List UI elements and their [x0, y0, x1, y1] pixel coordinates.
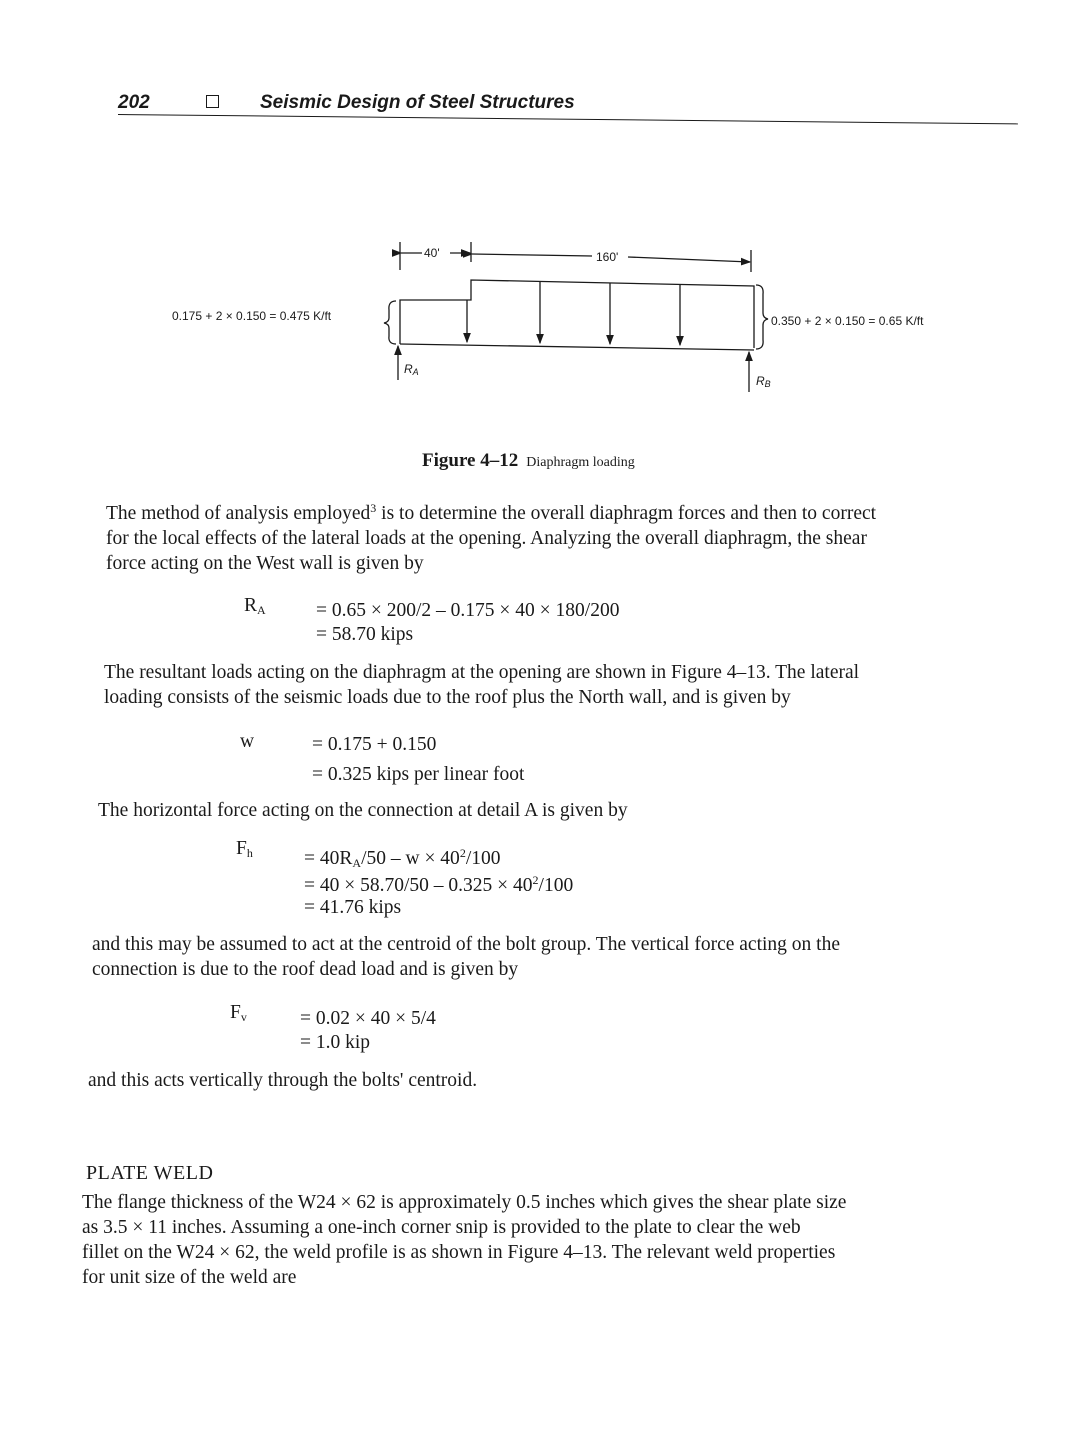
left-load-block [400, 280, 754, 348]
eq-fh-line3: = 41.76 kips [304, 897, 402, 918]
eq-fv-symbol: $F_v$ [230, 1002, 247, 1024]
eq-fv-line1: = 0.02 × 40 × 5/4 [300, 1008, 436, 1029]
load-label-left: 0.175 + 2 × 0.150 = 0.475 K/ft [172, 309, 332, 323]
figure-caption-text: Diaphragm loading [526, 455, 635, 470]
paragraph-vertical-force: and this may be assumed to act at the centroid of the bolt group. The vertical force acting on the connection is due to the roof dead load and is given by [92, 934, 840, 980]
reaction-label-a: $R_A$ [404, 362, 419, 377]
load-label-right: 0.350 + 2 × 0.150 = 0.65 K/ft [771, 314, 924, 328]
paragraph-horizontal-force: The horizontal force acting on the connection at detail A is given by [98, 800, 628, 821]
paragraph-resultant-loads: The resultant loads acting on the diaphragm at the opening are shown in Figure 4–13. The lateral loading consists of the seismic loads due to the roof plus the North wall, and is given by [104, 662, 860, 708]
figure-caption [422, 450, 635, 472]
paragraph-bolts-centroid: and this acts vertically through the bolts' centroid. [88, 1070, 478, 1091]
eq-w-line1: = 0.175 + 0.150 [312, 734, 437, 755]
reaction-label-b: $R_B$ [756, 374, 771, 389]
section-heading: PLATE WELD [86, 1162, 214, 1184]
page-number: 202 [118, 92, 150, 113]
eq-fh-symbol: $F_h$ [236, 838, 253, 860]
dim-label-160: 160' [596, 250, 619, 264]
eq-w-symbol: w [240, 731, 255, 752]
figure-number: Figure 4–12 [422, 450, 519, 471]
left-brace [384, 301, 396, 344]
diaphragm-loading-diagram [0, 0, 1067, 420]
paragraph-plate-weld: The flange thickness of the W24 × 62 is approximately 0.5 inches which gives the shear plate size as 3.5 × 11 inches. Assuming a one-inch corner snip is provided to the plate to clear the web fillet on the W24 × 62, the weld profile is as shown in Figure 4–13. The relevant weld properties for unit size of the weld are [82, 1192, 847, 1288]
eq-fv-line2: = 1.0 kip [300, 1032, 371, 1053]
eq-w-line2: = 0.325 kips per linear foot [312, 764, 525, 785]
running-title: Seismic Design of Steel Structures [260, 92, 575, 113]
eq-ra-line1: = 0.65 × 200/2 – 0.175 × 40 × 180/200 [316, 600, 620, 621]
paragraph-analysis-method: The method of analysis employed$^3$ is to determine the overall diaphragm forces and then to correct for the local effects of the lateral loads at the opening. Analyzing the overall diaphragm, the shear force acting on the West wall is given by [106, 501, 877, 574]
eq-ra-symbol: $R_A$ [244, 595, 266, 617]
dim-label-40: 40' [424, 246, 440, 260]
beam-line [400, 344, 754, 350]
eq-fh-line2: = $40 \times 58.70/50 - 0.325 \times 40^2/100$ [304, 873, 574, 896]
right-brace [756, 285, 768, 349]
eq-ra-line2: = 58.70 kips [316, 624, 414, 645]
eq-fh-line1: = $40R_A/50 - w \times 40^2/100$ [304, 846, 501, 870]
